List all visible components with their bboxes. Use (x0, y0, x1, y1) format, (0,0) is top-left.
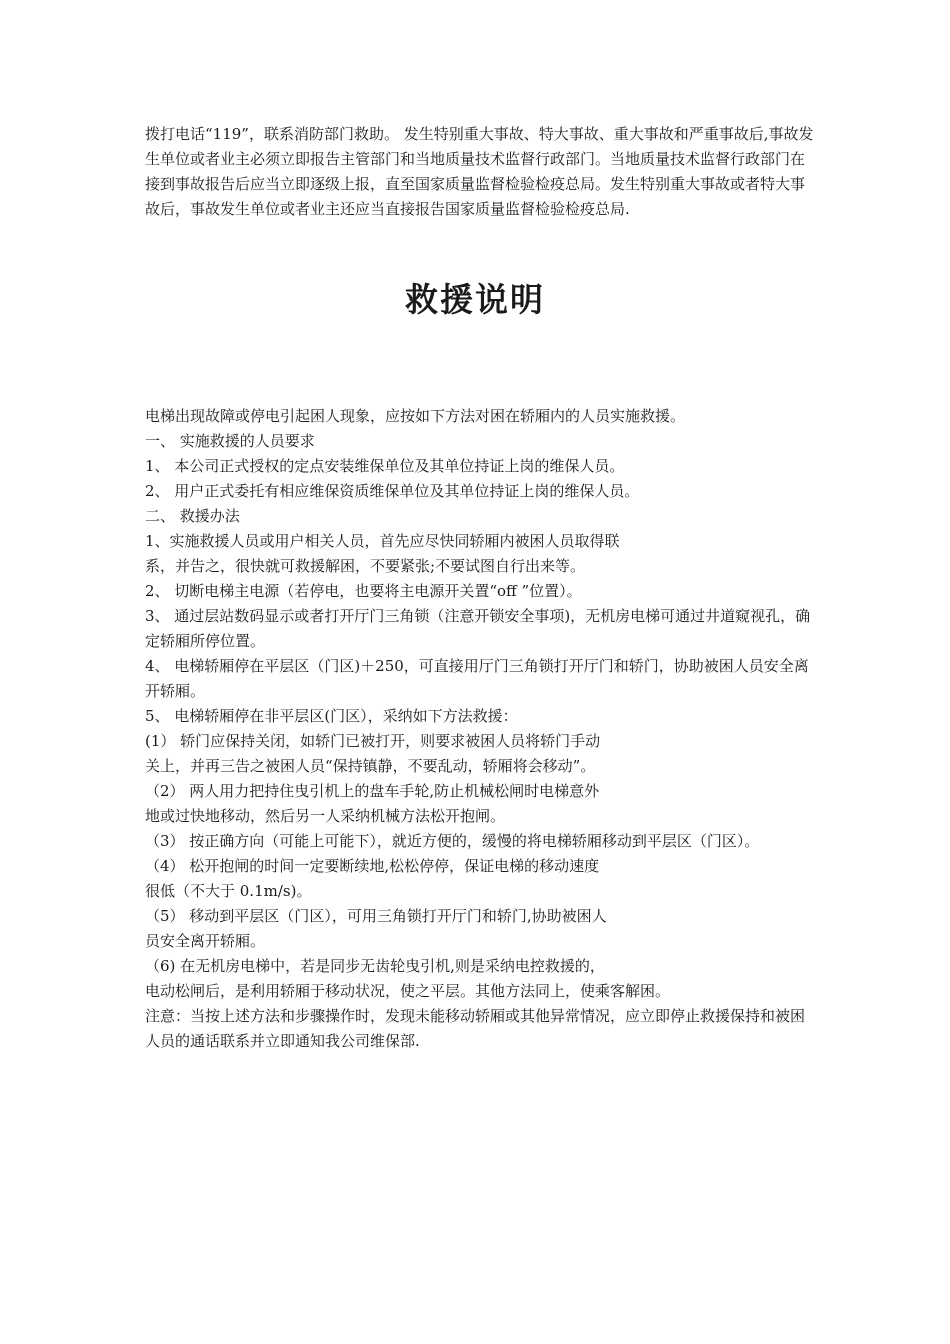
body-line: 很低（不大于 0.1m/s)。 (145, 882, 312, 900)
body-line: （4） 松开抱闸的时间一定要断续地,松松停停，保证电梯的移动速度 (145, 857, 600, 875)
body-line: 地或过快地移动，然后另一人采纳机械方法松开抱闸。 (145, 807, 506, 825)
intro-paragraph: 拨打电话“119”，联系消防部门救助。 发生特别重大事故、特大事故、重大事故和严重事故后,事故发生单位或者业主必须立即报告主管部门和当地质量技术监督行政部门。当地质量技术监督行政部门在接到事故报告后应当立即逐级上报，直至国家质量监督检验检疫总局。发生特别重大事故或者特大事故后，事故发生单位或者业主还应当直接报告国家质量监督检验检疫总局. (145, 125, 814, 218)
body-line: 1、 本公司正式授权的定点安装维保单位及其单位持证上岗的维保人员。 (145, 457, 625, 475)
body-line: 系，并告之，很快就可救援解困，不要紧张;不要试图自行出来等。 (145, 557, 586, 575)
body-line: 关上，并再三告之被困人员“保持镇静，不要乱动，轿厢将会移动”。 (145, 757, 596, 775)
body-line: 电梯出现故障或停电引起困人现象，应按如下方法对困在轿厢内的人员实施救援。 (145, 407, 686, 425)
section-heading: 一、 实施救援的人员要求 (145, 432, 315, 450)
body-line: （6) 在无机房电梯中，若是同步无齿轮曳引机,则是采纳电控救援的， (145, 957, 605, 975)
body-paragraph: 3、 通过层站数码显示或者打开厅门三角锁（注意开锁安全事项)，无机房电梯可通过井道窥视孔，确定轿厢所停位置。 (145, 607, 811, 650)
body-line: 员安全离开轿厢。 (145, 932, 266, 950)
rescue-instructions (145, 404, 815, 1054)
body-line: (1） 轿门应保持关闭，如轿门已被打开，则要求被困人员将轿门手动 (145, 732, 601, 750)
section-heading: 二、 救援办法 (145, 507, 240, 525)
body-line: 2、 切断电梯主电源（若停电，也要将主电源开关置“off ”位置）。 (145, 582, 582, 600)
body-line: 1、实施救援人员或用户相关人员，首先应尽快同轿厢内被困人员取得联 (145, 532, 620, 550)
body-line: （2） 两人用力把持住曳引机上的盘车手轮,防止机械松闸时电梯意外 (145, 782, 600, 800)
page-title: 救援说明 (405, 280, 545, 319)
body-line: 2、 用户正式委托有相应维保资质维保单位及其单位持证上岗的维保人员。 (145, 482, 640, 500)
body-line: 5、 电梯轿厢停在非平层区(门区），采纳如下方法救援： (145, 707, 518, 725)
body-paragraph: （3） 按正确方向（可能上可能下），就近方便的，缓慢的将电梯轿厢移动到平层区（门区）。 (145, 832, 760, 850)
body-line: （5） 移动到平层区（门区），可用三角锁打开厅门和轿门,协助被困人 (145, 907, 607, 925)
note-paragraph: 注意：当按上述方法和步骤操作时，发现未能移动轿厢或其他异常情况，应立即停止救援保持和被困人员的通话联系并立即通知我公司维保部. (145, 1007, 806, 1050)
body-paragraph: 4、 电梯轿厢停在平层区（门区)＋250，可直接用厅门三角锁打开厅门和轿门，协助被困人员安全离开轿厢。 (145, 657, 809, 700)
body-line: 电动松闸后，是利用轿厢于移动状况，使之平层。其他方法同上，使乘客解困。 (145, 982, 671, 1000)
